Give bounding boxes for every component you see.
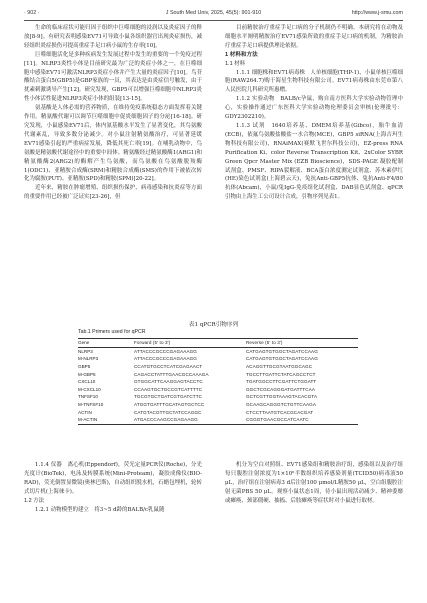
reverse-primer-cell: GGCTCGCAGGGATGATTTCAA: [246, 386, 316, 392]
gene-cell: M-ACTIN: [78, 416, 134, 424]
gene-cell: M-CXCL10: [78, 386, 101, 392]
header-gene: Gene: [78, 339, 134, 348]
left-column-lower: [24, 461, 202, 514]
page-number: · 902 ·: [24, 10, 40, 16]
forward-primer-cell: ATGACCCAAGCCGAGAAGG: [134, 416, 246, 424]
right-column-lower: [225, 461, 403, 506]
forward-primer-cell: TGCGTGCTGATCGTGATCTTC: [134, 394, 203, 400]
journal-url[interactable]: http://www.j-smu.com: [351, 10, 403, 16]
reverse-primer-cell: GCTCGTTGGTAAAGTACACGTA: [246, 394, 318, 400]
header-reverse: Reverse (5' to 3'): [246, 339, 358, 348]
reverse-primer-cell: CGGGTGAACGCCATCAATC: [246, 416, 358, 424]
gene-cell: ACTIN: [78, 409, 92, 415]
paragraph: 巨噬细胞活化是多种疾病发生发展过程中发生的重要的一个免疫过程[11]。NLRP3炎性小体是目前研究最为广泛的炎症小体之一，在巨噬细胞中感染EV71可激活NLRP3炎症小体并产生大量的炎症因子[10]。鸟苷酸结合蛋白5(GBP5)是GBP家族的一员，其表达是由炎症信号触发，由干扰素刺激诱导产生[12]。研究发现，GBP5可以增强巨噬细胞中NLRP3炎性小体活性促进NLRP3炎症小体的组装[13-15]。: [24, 51, 202, 103]
table-row: [78, 363, 358, 371]
gene-cell: NLRP3: [78, 348, 93, 354]
table-row: [78, 401, 358, 409]
table-row: [78, 370, 358, 378]
forward-primer-cell: GTGGCATTCAAGGAGTACCTC: [134, 379, 203, 385]
paragraph: 1.1.2 实验动物 BALB/c孕鼠，购自南方医科大学实验动物管理中心，实验操作通过广东医科大学实验动物伦理委员会审核(伦理批号：GDY2302210)。: [225, 96, 403, 121]
table-header-row: [78, 339, 358, 348]
paragraph: 1.1.3 试剂 1640培养基、DMEM培养基(Gibco)，胎牛血清(ECB)，依氟鸟氨酸盐酸盐一水合物(MCE)，GBP5 siRNA(上海吉玛生物科技有限公司)，RNAiMAX(赛默飞世尔科技公司)，EZ-press RNA Purification Ki、color Reverse Transcription Kit、2xColor SYBR Green Qpcr Master Mix (EZB Bioscience)，SDS-PAGE 凝胶配制试剂盒、PMSF、RIPA裂解液、BCA蛋白浓度测定试剂盒、苏木素伊红(HE)染色试剂盒(上海碧云天)，兔抗Anti-GBP5抗体、兔抗Anti-F4/80抗体(Abcam)，小鼠/兔IgG-免疫组化试剂盒、DAB显色试剂盒、qPCR引物由上海生工公司设计合成，引物序列见表1。: [225, 122, 403, 201]
section-heading: 1.2 方法: [24, 497, 45, 504]
gene-cell: GBP5: [78, 364, 91, 370]
forward-primer-cell: CAGACCTATTTGAACGCCAAAGA: [134, 371, 209, 377]
table-row: [78, 386, 358, 394]
reverse-primer-cell: CATGAGTGTGGCTAGATCCAAG: [246, 356, 318, 362]
section-heading: 1 材料和方法: [225, 51, 258, 58]
paragraph: 1.1.1 细胞株和EV71病毒株 人单核细胞(THP-1)、小鼠单核巨噬细胞(RAW264.7)购于海星生物科技有限公司。EV71病毒株由东莞市第八人民医院儿科研究所惠赠。: [225, 69, 403, 94]
reverse-primer-cell: TGCCTTGATTCTATCAGCCTCT: [246, 371, 316, 377]
forward-primer-cell: ATGGTGATTTGCATAGTGCTCC: [134, 402, 205, 408]
gene-cell: M-NLRP3: [78, 356, 99, 362]
paragraph: 目前精胺治疗重症手足口病的分子机制仍不明确。本研究将在动物及细胞水平阐明精胺治疗EV71感染所致的重症手足口病的机制，为精胺治疗重症手足口病提供理论依据。: [225, 25, 403, 49]
paragraph: 1.2.1 动物模型的建立 将3~5 d龄的BALB/c乳鼠随: [35, 506, 165, 513]
reverse-primer-cell: GCAAGCAGGGTCTGTTCAAGA: [246, 402, 316, 408]
paragraph: 机分为空白对照组、EV71感染组和精胺治疗组，感染组以及治疗组每只腹腔注射浓度为1×10⁶半数组织培养感染剂量(TCID50)病毒液50 μL，治疗组在注射病毒3 d后注射100 μmol/L精胺50 μL，空白组腹腔注射无菌PBS 50 μL。观察小鼠状态1周，待小鼠出现活动减少、精神委靡或瘫痪、颈部僵硬、抽搐、后肢瘫痪等症状时对小鼠进行取材。: [225, 462, 403, 504]
forward-primer-cell: CCATGTGCCTCATCGAGAACT: [134, 364, 203, 370]
paragraph: 近年来，精胺在肿瘤增殖、组织损伤保护、病毒感染和抗炎症等方面的重要作用已经被广泛证实[23-26]，但: [24, 185, 202, 201]
primer-table: [78, 338, 358, 425]
header-forward: Forward (5' to 3'): [134, 339, 246, 348]
table-row: [78, 408, 358, 416]
reverse-primer-cell: ACAGGTTGCGTAATGGCAGC: [246, 364, 313, 370]
primer-table-block: [24, 322, 403, 425]
table-row: [78, 416, 358, 424]
table-row: [78, 378, 358, 386]
header-divider: [24, 20, 403, 21]
paragraph: 生命的临床症状可能归因于组织中巨噬细胞的浸润以及炎症因子的释放[8-9]。有研究表明感染EV71可导致小鼠各组织器官出现炎症损伤，减轻组织炎症损伤可提高重症手足口病小鼠的生存率[10]。: [24, 25, 202, 49]
table-caption-cn: 表1 qPCR引物序列: [188, 322, 239, 328]
paragraph: 1.1.4 仪器 离心机(Eppendorf)，荧光定量PCR仪(Roche)，分光光度计(BioTek)，电泳及转膜系统(Mini-Proteam)，凝胶成像仪(BIO-RAD)，荧光倒置显微镜(奥林巴斯)，自动组织脱水机，石蜡包埋机，轮转式切片机(上海徕卡)。: [24, 462, 202, 495]
table-caption-en: Tab.1 Primers used for qPCR: [78, 329, 146, 335]
section-heading: 1.1 材料: [225, 60, 246, 67]
gene-cell: CXCL10: [78, 379, 96, 385]
table-row: [78, 393, 358, 401]
gene-cell: TNFSF10: [78, 394, 98, 400]
right-column: [225, 24, 403, 202]
paragraph: 氨基酸是人体必需的营养物质，在维持免疫系统稳态方面发挥着关键作用。精氨酸代谢可以调节巨噬细胞中促炎细胞因子的分泌[16-18]。研究发现，小鼠感染EV71后，体内氨基酸水平发生了显著变化，其鸟氨酸代谢紊乱，导致多数分泌减少。对小鼠注射精氨酸治疗，可显著延缓EV71感染引起的严重病症发展，降低其死亡率[19]。在哺乳动物中，鸟氨酸是精氨酸代谢途径中的重要中间体。精氨酸经过精氨酸酶1(ARG1)和精氨酸酶2(ARG2)的酶解产生鸟氨酸，而鸟氨酸在鸟氨酸脱羧酶1(ODC1)、亚精胺合成酶(SRM)和精胺合成酶(SMS)的作用下被依次转化为腐胺(PUT)、亚精胺(SPD)和精胺(SPM)[20-22]。: [24, 105, 202, 183]
reverse-primer-cell: CTCCTTAATGTCACGCACGAT: [246, 409, 314, 415]
forward-primer-cell: ATTACCCGCCCGAGAAAGG: [134, 356, 197, 362]
forward-primer-cell: CCAAGTGCTGCCGTCATTTTC: [134, 386, 203, 392]
journal-citation: J South Med Univ, 2025, 45(5): 901-910: [165, 10, 262, 16]
reverse-primer-cell: TGATGGCCTTCGATTCTGGATT: [246, 379, 317, 385]
forward-primer-cell: CATGTACGTTGCTATCCAGGC: [134, 409, 202, 415]
forward-primer-cell: ATTACCCGCCCGAGAAAGG: [134, 348, 197, 354]
left-column: [24, 24, 202, 202]
table-row: [78, 355, 358, 363]
table-row: [78, 347, 358, 355]
reverse-primer-cell: CATGAGTGTGGCTAGATCCAAG: [246, 348, 318, 354]
gene-cell: M-GBP5: [78, 371, 96, 377]
gene-cell: M-TNFSF10: [78, 402, 104, 408]
